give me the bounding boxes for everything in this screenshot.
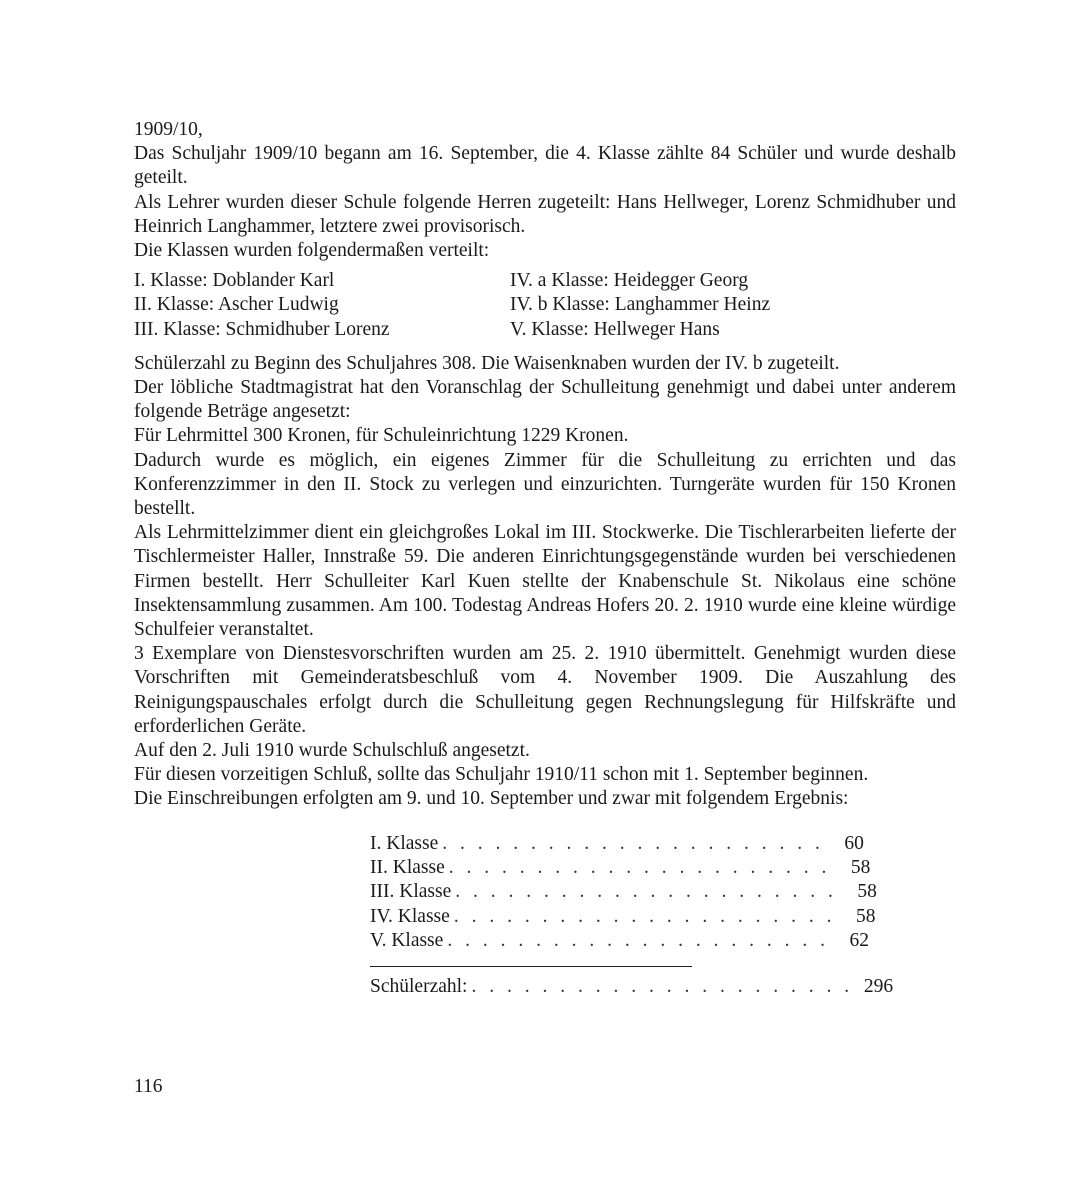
enrollment-row [370,905,876,929]
class-assignment-entry: IV. a Klasse: Heidegger Georg [510,270,749,292]
paragraph-next-year: Für diesen vorzeitigen Schluß, sollte das Schuljahr 1910/11 schon mit 1. September beginnen. [134,764,869,786]
class-assignment-entry: V. Klasse: Hellweger Hans [510,318,720,340]
paragraph-school-year-start: Das Schuljahr 1909/10 begann am 16. September, die 4. Klasse zählte 84 Schüler und wurde deshalb geteilt. [134,143,956,189]
document-page [134,118,956,997]
year-heading: 1909/10, [134,119,203,140]
paragraph-student-count: Schülerzahl zu Beginn des Schuljahres 308. Die Waisenknaben wurden der IV. b zugeteilt. [134,352,840,374]
class-assignment-entry: I. Klasse: Doblander Karl [134,270,335,292]
paragraph-budget: Der löbliche Stadtmagistrat hat den Voranschlag der Schulleitung genehmigt und dabei unter anderem folgende Beträge angesetzt: [134,377,956,423]
enrollment-class-value: 58 [855,905,876,927]
enrollment-class-value: 62 [849,929,869,951]
class-assignment-entry: III. Klasse: Schmidhuber Lorenz [134,318,390,340]
enrollment-class-label: III. Klasse [370,881,452,903]
class-assignment-left-column [134,269,510,342]
total-divider [370,966,692,967]
page-number: 116 [134,1076,163,1097]
paragraph-regulations: 3 Exemplare von Dienstesvorschriften wurden am 25. 2. 1910 übermittelt. Genehmigt wurden diese Vorschriften mit Gemeinderatsbeschluß vom 4. November 1909. Die Auszahlung des Reinigungspauschales erfolgt durch die Schulleitung gegen Rechnungslegung für Hilfskräfte und erforderlichen Geräte. [134,643,956,737]
enrollment-class-value: 60 [844,833,864,854]
enrollment-row [370,929,869,953]
class-assignment-entry: II. Klasse: Ascher Ludwig [134,294,339,316]
class-assignment-entry: IV. b Klasse: Langhammer Heinz [510,294,771,316]
paragraph-enrollment-intro: Die Einschreibungen erfolgten am 9. und 10. September und zwar mit folgendem Ergebnis: [134,788,849,810]
enrollment-row [370,856,871,880]
class-assignment-table [134,269,956,342]
enrollment-class-value: 58 [850,857,871,879]
paragraph-rooms: Dadurch wurde es möglich, ein eigenes Zimmer für die Schulleitung zu errichten und das Konferenzzimmer in den II. Stock zu verlegen und einzurichten. Turngeräte wurden für 150 Kronen bestellt. [134,449,956,520]
enrollment-class-label: IV. Klasse [370,905,450,927]
total-label: Schülerzahl: [370,975,468,997]
enrollment-total-row [370,975,894,999]
enrollment-class-value: 58 [857,881,877,903]
paragraph-class-distribution-intro: Die Klassen wurden folgendermaßen verteilt: [134,240,490,262]
enrollment-row [370,832,864,856]
class-assignment-right-column [510,269,956,342]
paragraph-school-end: Auf den 2. Juli 1910 wurde Schulschluß angesetzt. [134,740,530,762]
enrollment-class-label: I. Klasse [370,833,439,854]
leader-dots: . . . . . . . . . . . . . . . . . . . . . . [455,881,837,903]
enrollment-class-label: V. Klasse [370,929,444,951]
leader-dots: . . . . . . . . . . . . . . . . . . . . . . [471,975,854,997]
total-value: 296 [863,975,894,997]
paragraph-teaching-room: Als Lehrmittelzimmer dient ein gleichgroßes Lokal im III. Stockwerke. Die Tischlerarbeiten lieferte der Tischlermeister Haller, Innstraße 59. Die anderen Einrichtungsgegenstände wurden bei verschiedenen Firmen bestellt. Herr Schulleiter Karl Kuen stellte der Knabenschule St. Nikolaus eine schöne Insektensammlung zusammen. Am 100. Todestag Andreas Hofers 20. 2. 1910 wurde eine kleine würdige Schulfeier veranstaltet. [134,522,956,641]
leader-dots: . . . . . . . . . . . . . . . . . . . . . . [447,929,829,951]
leader-dots: . . . . . . . . . . . . . . . . . . . . . . [453,905,836,927]
paragraph-teachers: Als Lehrer wurden dieser Schule folgende Herren zugeteilt: Hans Hellweger, Lorenz Schmidhuber und Heinrich Langhammer, letztere zwei provisorisch. [134,191,956,237]
paragraph-budget-amounts: Für Lehrmittel 300 Kronen, für Schuleinrichtung 1229 Kronen. [134,425,629,447]
enrollment-row [370,880,877,904]
enrollment-table [370,832,894,999]
leader-dots: . . . . . . . . . . . . . . . . . . . . . . [442,833,824,854]
enrollment-class-label: II. Klasse [370,857,445,879]
leader-dots: . . . . . . . . . . . . . . . . . . . . . . [448,857,831,879]
